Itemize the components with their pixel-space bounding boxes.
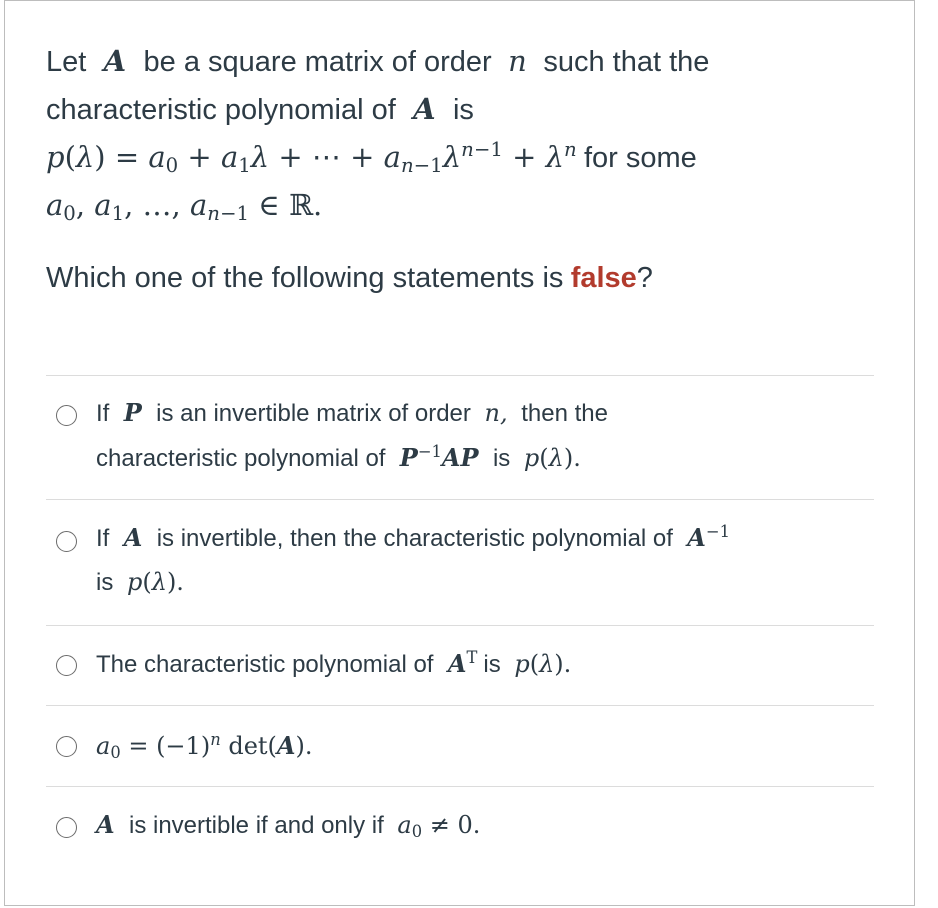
option-2-line-2: is p(λ). [96, 568, 184, 596]
stem-polynomial: $p(\lambda) = a_0 + a_1\lambda$ + ⋯ + $a_{n-1}\lambda^{n-1} + \lambda^n$ for some [46, 138, 697, 177]
option-5-line-1: A is invertible if and only if $a_0 \ne 0$. [96, 810, 481, 842]
question-prompt: Which one of the following statements is false? [46, 262, 653, 294]
option-separator [46, 499, 874, 500]
option-4-line-1: $a_0 = (-1)^n$ det(A). [96, 730, 313, 763]
radio-unselected-icon[interactable] [56, 736, 77, 757]
radio-unselected-icon[interactable] [56, 817, 77, 838]
radio-unselected-icon[interactable] [56, 655, 77, 676]
math-A: A [93, 44, 137, 78]
answer-option-4[interactable] [56, 730, 876, 770]
stem-line-2: characteristic polynomial of A is [46, 92, 474, 126]
radio-unselected-icon[interactable] [56, 531, 77, 552]
math-polynomial: p [46, 139, 65, 174]
option-separator [46, 625, 874, 626]
stem-coefficients: $a_0$, $a_1$, …, $a_{n-1}$ ∈ ℝ. [46, 188, 323, 225]
radio-unselected-icon[interactable] [56, 405, 77, 426]
math-n: n [498, 44, 537, 78]
option-separator [46, 786, 874, 787]
option-1-line-2: characteristic polynomial of $P^{-1}AP$ is p(λ). [96, 442, 581, 472]
answer-option-1[interactable] [56, 398, 876, 488]
false-highlight: false [570, 262, 637, 294]
math-A: A [403, 92, 446, 126]
option-1-line-1: If P is an invertible matrix of order n, then the [96, 398, 608, 427]
answer-option-2[interactable] [56, 522, 876, 612]
option-2-line-1: If A is invertible, then the characteristic polynomial of $A^{-1}$ [96, 522, 730, 552]
answer-option-3[interactable] [56, 648, 876, 688]
stem-line-1: Let A be a square matrix of order n such that the [46, 44, 710, 78]
option-separator [46, 375, 874, 376]
option-separator [46, 705, 874, 706]
answer-option-5[interactable] [56, 810, 876, 850]
option-3-line-1: The characteristic polynomial of $A^T$ is p(λ). [96, 648, 572, 678]
